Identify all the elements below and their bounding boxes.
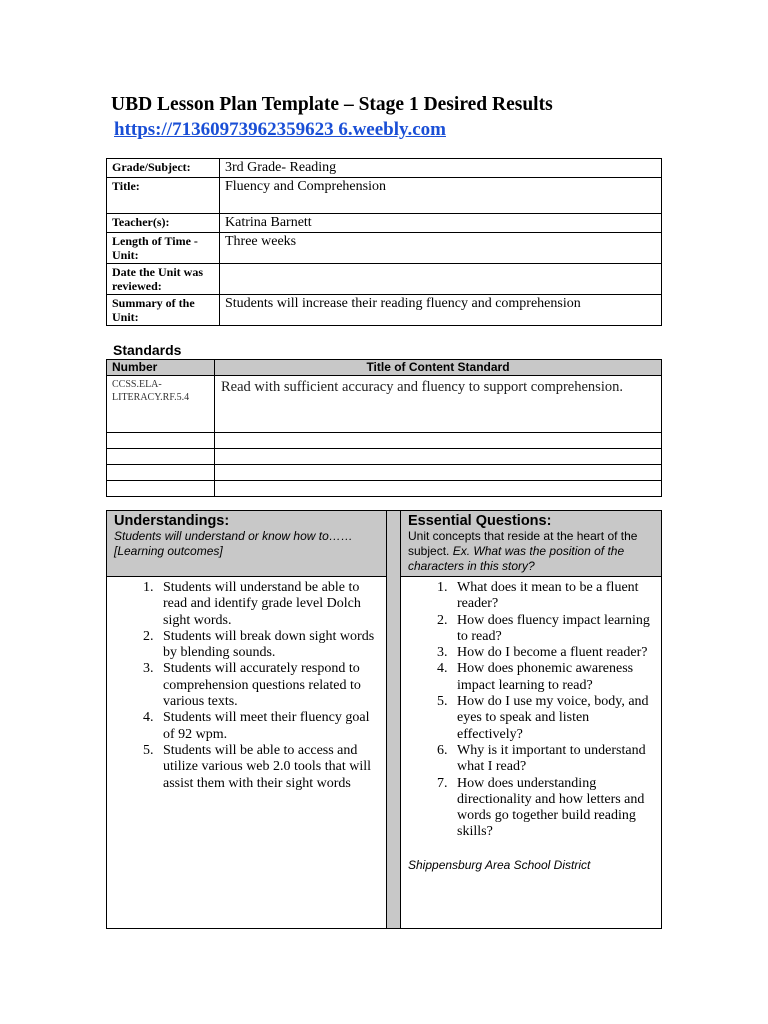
essential-questions-list — [405, 580, 657, 841]
title-value: Fluency and Comprehension — [220, 178, 662, 214]
list-item: 6. Why is it important to understand what I read? — [451, 743, 657, 776]
grade-subject-value: 3rd Grade- Reading — [220, 159, 662, 178]
list-item: 4. Students will meet their fluency goal of 92 wpm. — [157, 710, 382, 743]
summary-label: Summary of the Unit: — [107, 295, 220, 326]
list-item: 1. Students will understand be able to read and identify grade level Dolch sight words. — [157, 580, 382, 629]
grade-subject-label: Grade/Subject: — [107, 159, 220, 178]
understandings-questions-table — [106, 510, 662, 929]
standards-number-header: Number — [107, 360, 215, 376]
list-item: 5. Students will be able to access and utilize various web 2.0 tools that will assist them with their sight words — [157, 743, 382, 792]
standards-table — [106, 359, 662, 497]
list-item: 2. Students will break down sight words by blending sounds. — [157, 629, 382, 662]
table-row — [107, 481, 662, 497]
unit-info-table — [106, 158, 662, 326]
summary-value: Students will increase their reading fluency and comprehension — [220, 295, 662, 326]
document-title: UBD Lesson Plan Template – Stage 1 Desired Results — [111, 94, 553, 115]
understandings-heading: Understandings: — [114, 513, 230, 529]
list-item: 3. Students will accurately respond to comprehension questions related to various texts. — [157, 661, 382, 710]
understandings-list — [111, 580, 382, 792]
date-reviewed-label: Date the Unit was reviewed: — [107, 264, 220, 295]
list-item: 4. How does phonemic awareness impact learning to read? — [451, 661, 657, 694]
date-reviewed-value — [220, 264, 662, 295]
length-label: Length of Time - Unit: — [107, 233, 220, 264]
table-row — [107, 465, 662, 481]
essential-questions-example: Ex. What was the position of the characters in this story? — [408, 544, 625, 573]
list-item: 1. What does it mean to be a fluent reader? — [451, 580, 657, 613]
understandings-header — [107, 511, 387, 577]
essential-questions-subheading: Unit concepts that reside at the heart of the subject. — [408, 529, 638, 558]
weebly-link[interactable]: https://71360973962359623 6.weebly.com — [114, 119, 446, 140]
essential-questions-header — [401, 511, 662, 577]
district-name: Shippensburg Area School District — [408, 857, 591, 872]
list-item: 5. How do I use my voice, body, and eyes to speak and listen effectively? — [451, 694, 657, 743]
teacher-value: Katrina Barnett — [220, 214, 662, 233]
standard-description: Read with sufficient accuracy and fluency to support comprehension. — [215, 376, 662, 433]
length-value: Three weeks — [220, 233, 662, 264]
column-separator — [387, 511, 401, 929]
table-row — [107, 449, 662, 465]
essential-questions-body — [401, 577, 662, 929]
table-row — [107, 433, 662, 449]
understandings-body — [107, 577, 387, 929]
standards-title-header: Title of Content Standard — [215, 360, 662, 376]
teacher-label: Teacher(s): — [107, 214, 220, 233]
understandings-subheading: Students will understand or know how to…… [Learning outcomes] — [114, 529, 353, 558]
list-item: 3. How do I become a fluent reader? — [451, 645, 657, 661]
list-item: 7. How does understanding directionality and how letters and words go together build reading skills? — [451, 776, 657, 841]
list-item: 2. How does fluency impact learning to read? — [451, 613, 657, 646]
title-label: Title: — [107, 178, 220, 214]
standards-heading: Standards — [113, 342, 182, 358]
standard-code: CCSS.ELA-LITERACY.RF.5.4 — [107, 376, 215, 433]
essential-questions-heading: Essential Questions: — [408, 513, 552, 529]
